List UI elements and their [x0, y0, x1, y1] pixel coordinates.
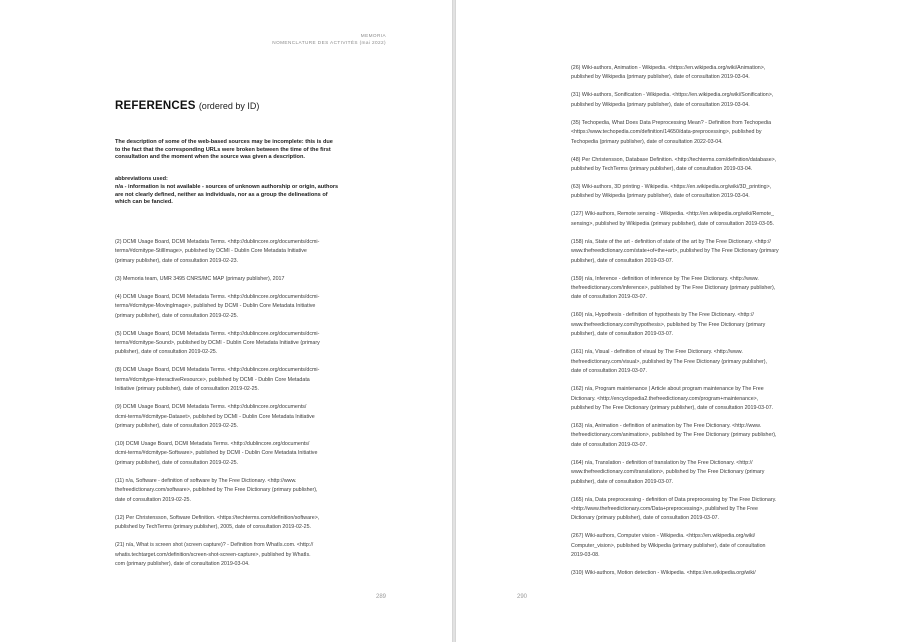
- reference-line: www.thefreedictionary.com/translation>, published by The Free Dictionary (primary: [571, 469, 765, 476]
- description-paragraph: [115, 139, 385, 162]
- title-main: REFERENCES: [115, 100, 196, 112]
- reference-line: sensing>, published by Wikipedia (primary publisher), date of consultation 2019-03-05.: [571, 220, 775, 227]
- reference-line: (161) n/a, Visual - definition of visual by The Free Dictionary. <http://www.: [571, 349, 743, 356]
- reference-line: Dictionary. <http://encyclopedia2.thefreedictionary.com/program+maintenance>,: [571, 395, 759, 402]
- description-line: The description of some of the web-based sources may be incomplete: this is due: [115, 139, 333, 145]
- reference-line: (5) DCMI Usage Board, DCMI Metadata Terms. <http://dublincore.org/documents/dcmi-: [115, 330, 320, 337]
- reference-line: published by Wikipedia (primary publisher), date of consultation 2019-03-04.: [571, 101, 750, 108]
- reference-line: (26) Wiki-authors, Animation - Wikipedia. <https://en.wikipedia.org/wiki/Animation>,: [571, 65, 766, 71]
- reference-line: (3) Memoria team, UMR 3495 CNRS/MC MAP (primary publisher), 2017: [115, 275, 285, 282]
- reference-entry: [571, 64, 843, 83]
- reference-line: publisher), date of consultation 2019-03-07.: [571, 478, 674, 485]
- reference-line: (159) n/a, Inference - definition of inference by The Free Dictionary. <http://www.: [571, 275, 759, 282]
- reference-line: (310) Wiki-authors, Motion detection - Wikipedia. <https://en.wikipedia.org/wiki/: [571, 570, 756, 577]
- reference-entry: [115, 238, 387, 266]
- abbreviation-line: are not clearly defined, neither as individuals, nor as a group the delineations of: [115, 191, 328, 198]
- reference-line: terms/#dcmitype-MovingImage>, published by DCMI - Dublin Core Metadata Initiative: [115, 303, 316, 310]
- reference-line: dcmi-terms/#dcmitype-Dataset>, published by DCMI - Dublin Core Metadata Initiative: [115, 413, 315, 420]
- reference-line: thefreedictionary.com/inference>, published by The Free Dictionary (primary publisher),: [571, 285, 776, 292]
- reference-line: publisher), date of consultation 2019-03-07.: [571, 257, 674, 264]
- reference-entry: [571, 238, 843, 266]
- reference-line: published by TechTerms (primary publisher), date of consultation 2019-03-04.: [571, 166, 753, 173]
- reference-entry: [115, 403, 387, 431]
- reference-entry: [115, 366, 387, 394]
- running-header: [272, 33, 386, 46]
- title-sub: (ordered by ID): [198, 101, 260, 111]
- reference-line: date of consultation 2019-03-07.: [571, 294, 647, 301]
- right-page: [456, 0, 912, 642]
- left-page: [0, 0, 452, 642]
- reference-line: (8) DCMI Usage Board, DCMI Metadata Terms. <http://dublincore.org/documents/dcmi-: [115, 367, 320, 374]
- reference-entry: [571, 422, 843, 450]
- reference-entry: [571, 569, 843, 578]
- reference-line: 2019-03-08.: [571, 552, 600, 559]
- reference-line: <https://www.techopedia.com/definition/14650/data-preprocessing>, published by: [571, 129, 762, 136]
- reference-line: (primary publisher), date of consultation 2019-02-25.: [115, 459, 239, 466]
- reference-line: Techopedia (primary publisher), date of consultation 2022-03-04.: [571, 138, 723, 145]
- reference-line: (162) n/a, Program maintenance | Article about program maintenance by The Free: [571, 386, 764, 393]
- reference-line: com (primary publisher), date of consultation 2019-03-04.: [115, 560, 250, 567]
- description-line: consultation and the moment when the source was given a description.: [115, 154, 305, 161]
- reference-line: (primary publisher), date of consultation 2019-02-25.: [115, 423, 239, 430]
- reference-line: (163) n/a, Animation - definition of animation by The Free Dictionary. <http://www.: [571, 422, 762, 429]
- reference-entry: [571, 385, 843, 413]
- reference-line: date of consultation 2019-03-07.: [571, 368, 647, 375]
- page-title: [115, 100, 259, 112]
- reference-line: (primary publisher), date of consultation 2019-02-23.: [115, 257, 239, 264]
- reference-line: Initiative (primary publisher), date of consultation 2019-02-25.: [115, 386, 259, 393]
- reference-entry: [571, 119, 843, 147]
- header-line-2: NOMENCLATURE DES ACTIVITÉS (mai 2022): [272, 39, 386, 45]
- reference-line: thefreedictionary.com/animation>, published by The Free Dictionary (primary publisher),: [571, 432, 777, 439]
- reference-entry: [115, 293, 387, 321]
- reference-entry: [115, 514, 387, 533]
- reference-line: (10) DCMI Usage Board, DCMI Metadata Terms. <http://dublincore.org/documents/: [115, 441, 310, 448]
- reference-entry: [115, 275, 387, 284]
- reference-line: terms/#dcmitype-Sound>, published by DCMI - Dublin Core Metadata Initiative (primary: [115, 340, 320, 347]
- abbreviation-line: which can be fancied.: [115, 199, 173, 206]
- reference-line: (2) DCMI Usage Board, DCMI Metadata Terms. <http://dublincore.org/documents/dcmi-: [115, 239, 320, 245]
- reference-entry: [571, 183, 843, 202]
- reference-entry: [571, 496, 843, 524]
- reference-line: (11) n/a, Software - definition of software by The Free Dictionary. <http://www.: [115, 477, 297, 484]
- reference-entry: [115, 541, 387, 569]
- reference-line: (160) n/a, Hypothesis - definition of hypothesis by The Free Dictionary. <http://: [571, 312, 754, 319]
- reference-entry: [571, 459, 843, 487]
- reference-line: (165) n/a, Data preprocessing - definition of Data preprocessing by The Free Dictionary.: [571, 496, 777, 503]
- reference-entry: [115, 477, 387, 505]
- page-number-right: 290: [517, 594, 528, 600]
- reference-entry: [115, 330, 387, 358]
- description-line: to the fact that the corresponding URLs were broken between the time of the first: [115, 146, 331, 153]
- reference-line: terms/#dcmitype-InteractiveResource>, published by DCMI - Dublin Core Metadata: [115, 376, 310, 383]
- abbreviation-line: n/a - information is not available - sources of unknown authorship or origin, authors: [115, 184, 339, 190]
- reference-entry: [571, 210, 843, 229]
- abbreviations-body: [115, 184, 385, 207]
- reference-line: published by TechTerms (primary publisher), 2005, date of consultation 2019-02-25.: [115, 524, 311, 531]
- reference-line: (267) Wiki-authors, Computer vision - Wikipedia. <https://en.wikipedia.org/wiki/: [571, 533, 756, 540]
- reference-line: whatis.techtarget.com/definition/screen-shot-screen-capture>, published by WhatIs.: [115, 551, 311, 558]
- page-number-left: 289: [375, 594, 386, 600]
- reference-entry: [571, 156, 843, 175]
- reference-line: Dictionary (primary publisher), date of consultation 2019-03-07.: [571, 515, 720, 522]
- reference-entry: [115, 440, 387, 468]
- reference-line: (9) DCMI Usage Board, DCMI Metadata Terms. <http://dublincore.org/documents/: [115, 404, 307, 411]
- reference-line: date of consultation 2019-03-07.: [571, 441, 647, 448]
- reference-entry: [571, 275, 843, 303]
- reference-line: (4) DCMI Usage Board, DCMI Metadata Terms. <http://dublincore.org/documents/dcmi-: [115, 293, 320, 300]
- reference-line: dcmi-terms/#dcmitype-Software>, published by DCMI - Dublin Core Metadata Initiative: [115, 450, 318, 457]
- reference-list-left: [115, 238, 387, 578]
- reference-line: (31) Wiki-authors, Sonification - Wikipedia. <https://en.wikipedia.org/wiki/Sonification>,: [571, 92, 774, 99]
- reference-line: (35) Techopedia, What Does Data Preprocessing Mean? - Definition from Techopedia: [571, 119, 772, 126]
- reference-line: terms/#dcmitype-StillImage>, published by DCMI - Dublin Core Metadata Initiative: [115, 248, 307, 255]
- reference-line: (63) Wiki-authors, 3D printing - Wikipedia. <https://en.wikipedia.org/wiki/3D_printing>,: [571, 184, 772, 191]
- reference-line: (164) n/a, Translation - definition of translation by The Free Dictionary. <http://: [571, 459, 753, 466]
- reference-entry: [571, 348, 843, 376]
- reference-line: <http://www.thefreedictionary.com/Data+preprocessing>, published by The Free: [571, 505, 758, 512]
- reference-line: published by Wikipedia (primary publisher), date of consultation 2019-03-04.: [571, 193, 750, 200]
- reference-line: www.thefreedictionary.com/state+of+the+art>, published by The Free Dictionary (primary: [571, 248, 779, 255]
- reference-line: thefreedictionary.com/software>, published by The Free Dictionary (primary publisher),: [115, 487, 318, 494]
- abbreviations-heading: abbreviations used:: [115, 176, 168, 182]
- reference-line: publisher), date of consultation 2019-02-25.: [115, 349, 218, 356]
- reference-line: (12) Per Christensson, Software Definition. <https://techterms.com/definition/software>,: [115, 514, 320, 521]
- reference-entry: [571, 532, 843, 560]
- reference-line: published by The Free Dictionary (primary publisher), date of consultation 2019-03-07.: [571, 404, 774, 411]
- header-line-1: MEMORIA: [360, 33, 386, 38]
- reference-line: (21) n/a, What is screen shot (screen capture)? - Definition from WhatIs.com. <http://: [115, 542, 314, 549]
- reference-entry: [571, 91, 843, 110]
- reference-line: (158) n/a, State of the art - definition of state of the art by The Free Dictionary. <http://: [571, 238, 771, 245]
- reference-line: thefreedictionary.com/visual>, published by The Free Dictionary (primary publisher),: [571, 358, 768, 365]
- reference-list-right: [571, 64, 843, 587]
- reference-line: date of consultation 2019-02-25.: [115, 496, 191, 503]
- reference-line: published by Wikipedia (primary publisher), date of consultation 2019-03-04.: [571, 74, 750, 81]
- reference-line: publisher), date of consultation 2019-03-07.: [571, 331, 674, 338]
- reference-line: (127) Wiki-authors, Remote sensing - Wikipedia. <http://en.wikipedia.org/wiki/Remote_: [571, 211, 774, 218]
- reference-line: (primary publisher), date of consultation 2019-02-25.: [115, 312, 239, 319]
- reference-line: Computer_vision>, published by Wikipedia (primary publisher), date of consultation: [571, 542, 766, 549]
- reference-entry: [571, 311, 843, 339]
- reference-line: (48) Per Christensson, Database Definition. <http://techterms.com/definition/database>,: [571, 156, 777, 163]
- reference-line: www.thefreedictionary.com/hypothesis>, published by The Free Dictionary (primary: [571, 321, 766, 328]
